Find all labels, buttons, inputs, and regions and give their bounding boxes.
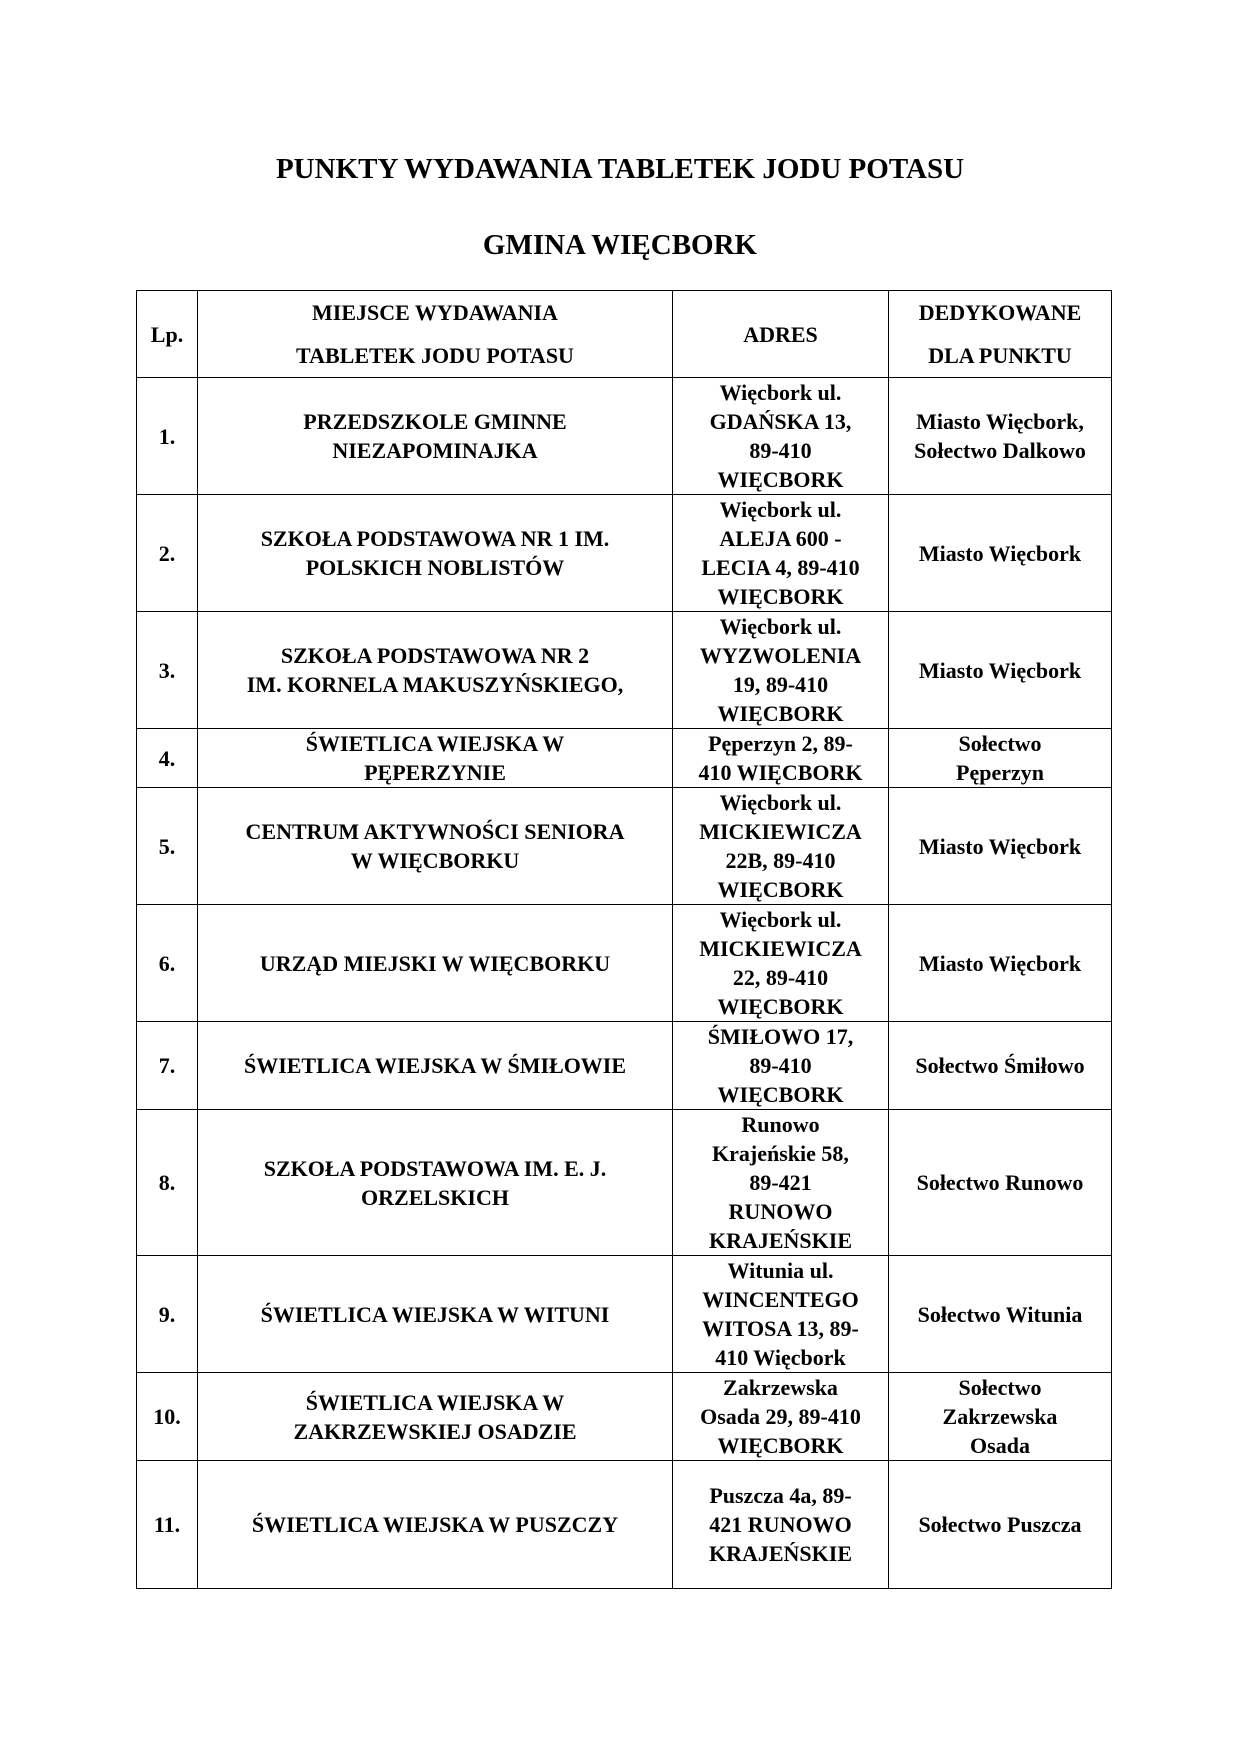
header-lp-text: Lp. [150, 321, 184, 347]
place-line: SZKOŁA PODSTAWOWA NR 1 IM. [260, 526, 610, 551]
dedicated-line: Zakrzewska [942, 1404, 1058, 1429]
place-line: ORZELSKICH [361, 1184, 509, 1210]
address-line: WIĘCBORK [717, 1433, 844, 1458]
dedicated-line: Miasto Więcbork [918, 540, 1082, 566]
address-line: KRAJEŃSKIE [708, 1541, 853, 1566]
table-row [137, 729, 1112, 788]
place-line: ŚWIETLICA WIEJSKA W [305, 1389, 565, 1415]
dedicated-line: Sołectwo Runowo [916, 1170, 1084, 1195]
dedicated-line: Miasto Więcbork [918, 950, 1082, 976]
address-line: WIĘCBORK [717, 994, 844, 1019]
dedicated-line: Sołectwo Puszcza [918, 1512, 1082, 1537]
place-cell [198, 788, 673, 905]
dedicated-cell [889, 1022, 1112, 1110]
place-cell [198, 1022, 673, 1110]
address-line: Runowo [741, 1112, 820, 1137]
dedicated-line: Miasto Więcbork [918, 657, 1082, 683]
address-cell [673, 1256, 889, 1373]
header-dedicated-line: DLA PUNKTU [928, 343, 1072, 368]
address-line: 89-410 [749, 438, 812, 463]
address-line: LECIA 4, 89-410 [701, 555, 860, 580]
address-line: 19, 89-410 [732, 672, 829, 697]
dedicated-line: Sołectwo [958, 731, 1042, 756]
dedicated-cell [889, 612, 1112, 729]
address-cell [673, 905, 889, 1022]
dedicated-cell [889, 729, 1112, 788]
place-line: URZĄD MIEJSKI W WIĘCBORKU [259, 950, 611, 976]
distribution-points-table [136, 290, 1112, 1589]
place-cell [198, 378, 673, 495]
header-place [198, 291, 673, 378]
dedicated-line: Miasto Więcbork [918, 833, 1082, 859]
address-line: ALEJA 600 - [719, 526, 842, 551]
header-place-line: MIEJSCE WYDAWANIA [312, 300, 558, 325]
row-number: 1. [137, 378, 198, 495]
dedicated-cell [889, 1256, 1112, 1373]
table-row [137, 1110, 1112, 1256]
address-cell [673, 612, 889, 729]
place-line: ZAKRZEWSKIEJ OSADZIE [293, 1418, 577, 1444]
address-line: Więcbork ul. [719, 497, 842, 522]
dedicated-line: Osada [970, 1433, 1030, 1458]
table-row [137, 1256, 1112, 1373]
address-cell [673, 1110, 889, 1256]
place-cell [198, 729, 673, 788]
dedicated-cell [889, 1110, 1112, 1256]
address-line: WIĘCBORK [717, 467, 844, 492]
address-line: GDAŃSKA 13, [709, 409, 852, 434]
row-number: 4. [137, 729, 198, 788]
place-cell [198, 1461, 673, 1589]
table-row [137, 905, 1112, 1022]
place-cell [198, 1373, 673, 1461]
place-line: ŚWIETLICA WIEJSKA W PUSZCZY [251, 1512, 619, 1537]
address-line: 89-410 [749, 1053, 812, 1078]
table-row [137, 1461, 1112, 1589]
page-title: PUNKTY WYDAWANIA TABLETEK JODU POTASU [275, 153, 965, 185]
address-cell [673, 729, 889, 788]
header-dedicated-line: DEDYKOWANE [918, 300, 1082, 325]
address-line: WIĘCBORK [717, 877, 844, 902]
header-place-line: TABLETEK JODU POTASU [296, 343, 574, 368]
place-line: ŚWIETLICA WIEJSKA W ŚMIŁOWIE [243, 1053, 627, 1078]
address-line: WIĘCBORK [717, 701, 844, 726]
dedicated-cell [889, 905, 1112, 1022]
dedicated-line: Pęperzyn [956, 760, 1044, 785]
address-line: Zakrzewska [723, 1375, 838, 1400]
address-line: RUNOWO [728, 1199, 833, 1224]
address-cell [673, 788, 889, 905]
address-line: WIĘCBORK [717, 584, 844, 609]
address-cell [673, 378, 889, 495]
address-line: 421 RUNOWO [709, 1512, 852, 1537]
address-cell [673, 1373, 889, 1461]
dedicated-cell [889, 1373, 1112, 1461]
dedicated-line: Sołectwo Dalkowo [914, 438, 1086, 463]
place-line: CENTRUM AKTYWNOŚCI SENIORA [245, 819, 625, 844]
place-line: POLSKICH NOBLISTÓW [305, 555, 565, 580]
dedicated-line: Sołectwo Śmiłowo [915, 1053, 1085, 1078]
place-line: NIEZAPOMINAJKA [332, 438, 538, 463]
place-line: ŚWIETLICA WIEJSKA W WITUNI [260, 1301, 610, 1327]
address-line: WITOSA 13, 89- [702, 1316, 859, 1341]
address-line: KRAJEŃSKIE [708, 1228, 853, 1253]
place-line: IM. KORNELA MAKUSZYŃSKIEGO, [246, 672, 624, 697]
address-line: Więcbork ul. [719, 790, 842, 815]
place-cell [198, 1256, 673, 1373]
address-cell [673, 1022, 889, 1110]
dedicated-line: Sołectwo Witunia [917, 1301, 1083, 1327]
address-line: Więcbork ul. [719, 380, 842, 405]
table-header-row [137, 291, 1112, 378]
dedicated-cell [889, 788, 1112, 905]
address-line: Puszcza 4a, 89- [709, 1483, 852, 1508]
place-line: ŚWIETLICA WIEJSKA W [305, 731, 565, 756]
row-number: 11. [137, 1461, 198, 1589]
address-line: 89-421 [749, 1170, 812, 1195]
row-number: 7. [137, 1022, 198, 1110]
dedicated-line: Miasto Więcbork, [916, 409, 1084, 434]
address-line: 410 WIĘCBORK [698, 760, 863, 785]
place-cell [198, 495, 673, 612]
address-line: Więcbork ul. [719, 614, 842, 639]
address-line: WIĘCBORK [717, 1082, 844, 1107]
header-lp [137, 291, 198, 378]
dedicated-cell [889, 378, 1112, 495]
dedicated-cell [889, 495, 1112, 612]
row-number: 6. [137, 905, 198, 1022]
row-number: 10. [137, 1373, 198, 1461]
row-number: 8. [137, 1110, 198, 1256]
table-row [137, 378, 1112, 495]
address-line: Więcbork ul. [719, 907, 842, 932]
address-line: 22, 89-410 [732, 965, 829, 990]
row-number: 9. [137, 1256, 198, 1373]
header-address [673, 291, 889, 378]
address-line: ŚMIŁOWO 17, [707, 1024, 854, 1049]
address-cell [673, 1461, 889, 1589]
address-line: WINCENTEGO [702, 1287, 859, 1312]
address-line: WYZWOLENIA [699, 643, 862, 668]
table-body [137, 378, 1112, 1589]
table-row [137, 788, 1112, 905]
place-cell [198, 905, 673, 1022]
address-line: Pęperzyn 2, 89- [708, 731, 853, 756]
table-row [137, 612, 1112, 729]
address-line: MICKIEWICZA [699, 819, 862, 844]
table-row [137, 1022, 1112, 1110]
table-row [137, 495, 1112, 612]
address-line: Witunia ul. [727, 1258, 834, 1283]
place-cell [198, 612, 673, 729]
dedicated-line: Sołectwo [958, 1375, 1042, 1400]
address-line: 22B, 89-410 [725, 848, 836, 873]
row-number: 3. [137, 612, 198, 729]
address-cell [673, 495, 889, 612]
place-line: PĘPERZYNIE [364, 760, 506, 785]
place-line: W WIĘCBORKU [350, 848, 520, 873]
table-row [137, 1373, 1112, 1461]
row-number: 5. [137, 788, 198, 905]
header-address-text: ADRES [743, 321, 818, 347]
place-line: PRZEDSZKOLE GMINNE [303, 409, 567, 434]
address-line: 410 Więcbork [715, 1345, 846, 1370]
place-cell [198, 1110, 673, 1256]
header-dedicated [889, 291, 1112, 378]
place-line: SZKOŁA PODSTAWOWA NR 2 [280, 643, 590, 668]
page-subtitle: GMINA WIĘCBORK [482, 229, 758, 261]
address-line: Osada 29, 89-410 [700, 1404, 861, 1429]
row-number: 2. [137, 495, 198, 612]
dedicated-cell [889, 1461, 1112, 1589]
address-line: MICKIEWICZA [699, 936, 862, 961]
address-line: Krajeńskie 58, [712, 1141, 849, 1166]
place-line: SZKOŁA PODSTAWOWA IM. E. J. [263, 1155, 607, 1181]
